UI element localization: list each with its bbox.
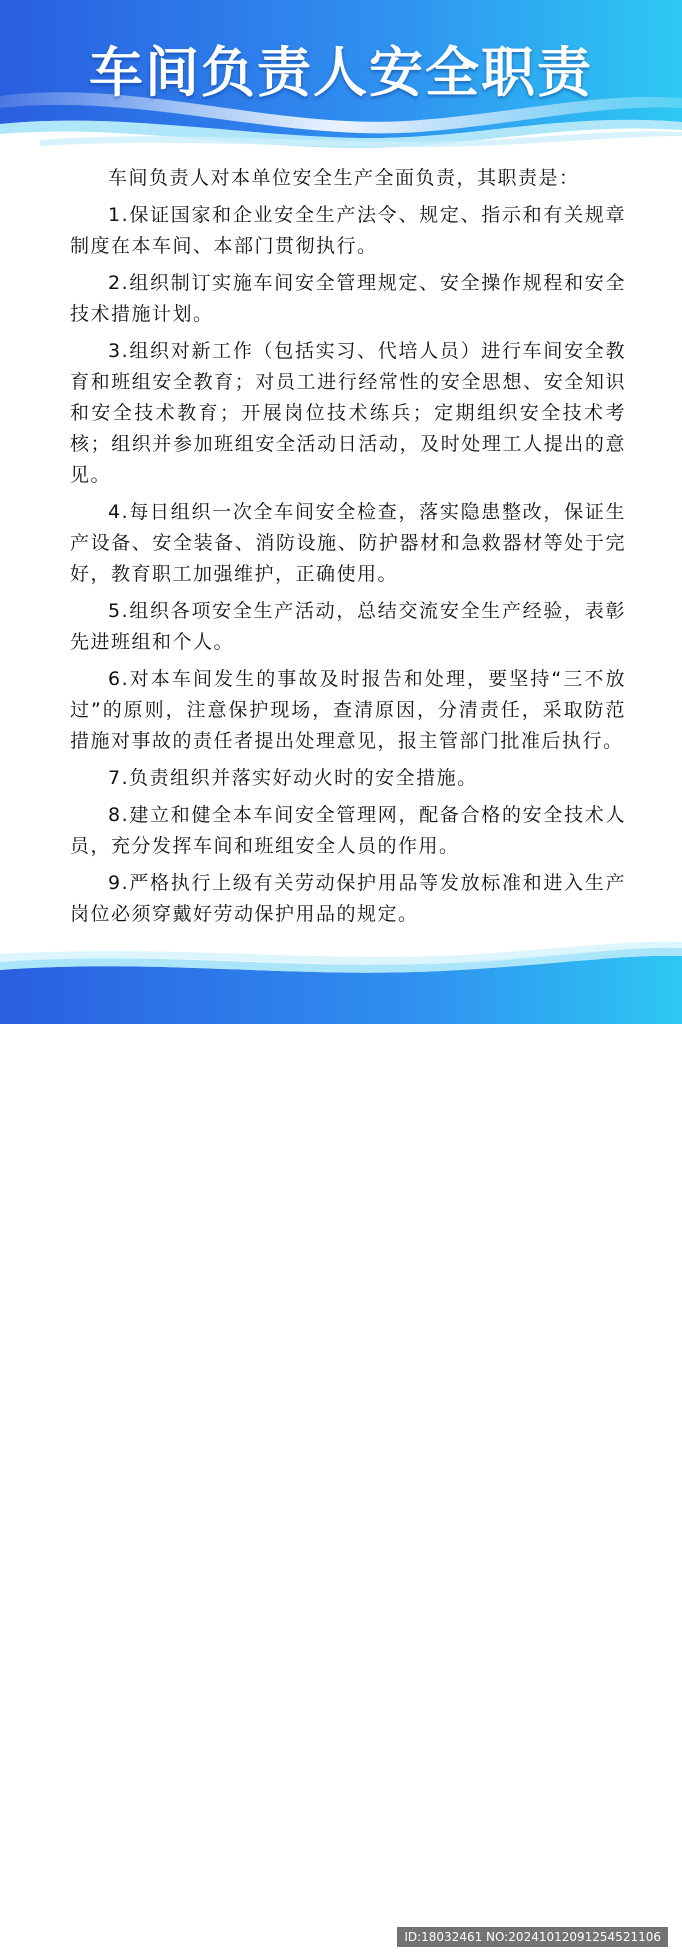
- duty-item-2: 2.组织制订实施车间安全管理规定、安全操作规程和安全技术措施计划。: [70, 272, 626, 325]
- header-banner: [0, 0, 682, 150]
- logo-text: 昵享网: [14, 1930, 74, 1954]
- footer-banner: [0, 940, 682, 1954]
- watermark-logo: [14, 1926, 190, 1955]
- image-id-tag: ID:18032461 NO:20241012091254521106: [397, 1927, 668, 1947]
- duties-text: [70, 163, 626, 936]
- duty-item-8: 8.建立和健全本车间安全管理网，配备合格的安全技术人员，充分发挥车间和班组安全人员的作用。: [70, 804, 626, 857]
- duty-item-1: 1.保证国家和企业安全生产法令、规定、指示和有关规章制度在本车间、本部门贯彻执行。: [70, 204, 626, 257]
- intro-paragraph: 车间负责人对本单位安全生产全面负责，其职责是：: [108, 167, 580, 189]
- duty-item-3: 3.组织对新工作（包括实习、代培人员）进行车间安全教育和班组安全教育；对员工进行经常性的安全思想、安全知识和安全技术教育；开展岗位技术练兵；定期组织安全技术考核；组织并参加班组安全活动日活动，及时处理工人提出的意见。: [70, 340, 626, 486]
- logo-url: www.nipic.cn: [78, 1935, 191, 1953]
- footer-wave-graphic: [0, 940, 682, 1024]
- duty-item-4: 4.每日组织一次全车间安全检查，落实隐患整改，保证生产设备、安全装备、消防设施、防护器材和急救器材等处于完好，教育职工加强维护，正确使用。: [70, 501, 626, 585]
- duty-item-6: 6.对本车间发生的事故及时报告和处理，要坚持“三不放过”的原则，注意保护现场，查清原因，分清责任，采取防范措施对事故的责任者提出处理意见，报主管部门批准后执行。: [70, 668, 626, 752]
- duty-item-9: 9.严格执行上级有关劳动保护用品等发放标准和进入生产岗位必须穿戴好劳动保护用品的规定。: [70, 872, 626, 925]
- page-title: 车间负责人安全职责: [89, 41, 593, 104]
- duty-item-5: 5.组织各项安全生产活动，总结交流安全生产经验，表彰先进班组和个人。: [70, 600, 626, 653]
- duty-item-7: 7.负责组织并落实好动火时的安全措施。: [108, 767, 478, 789]
